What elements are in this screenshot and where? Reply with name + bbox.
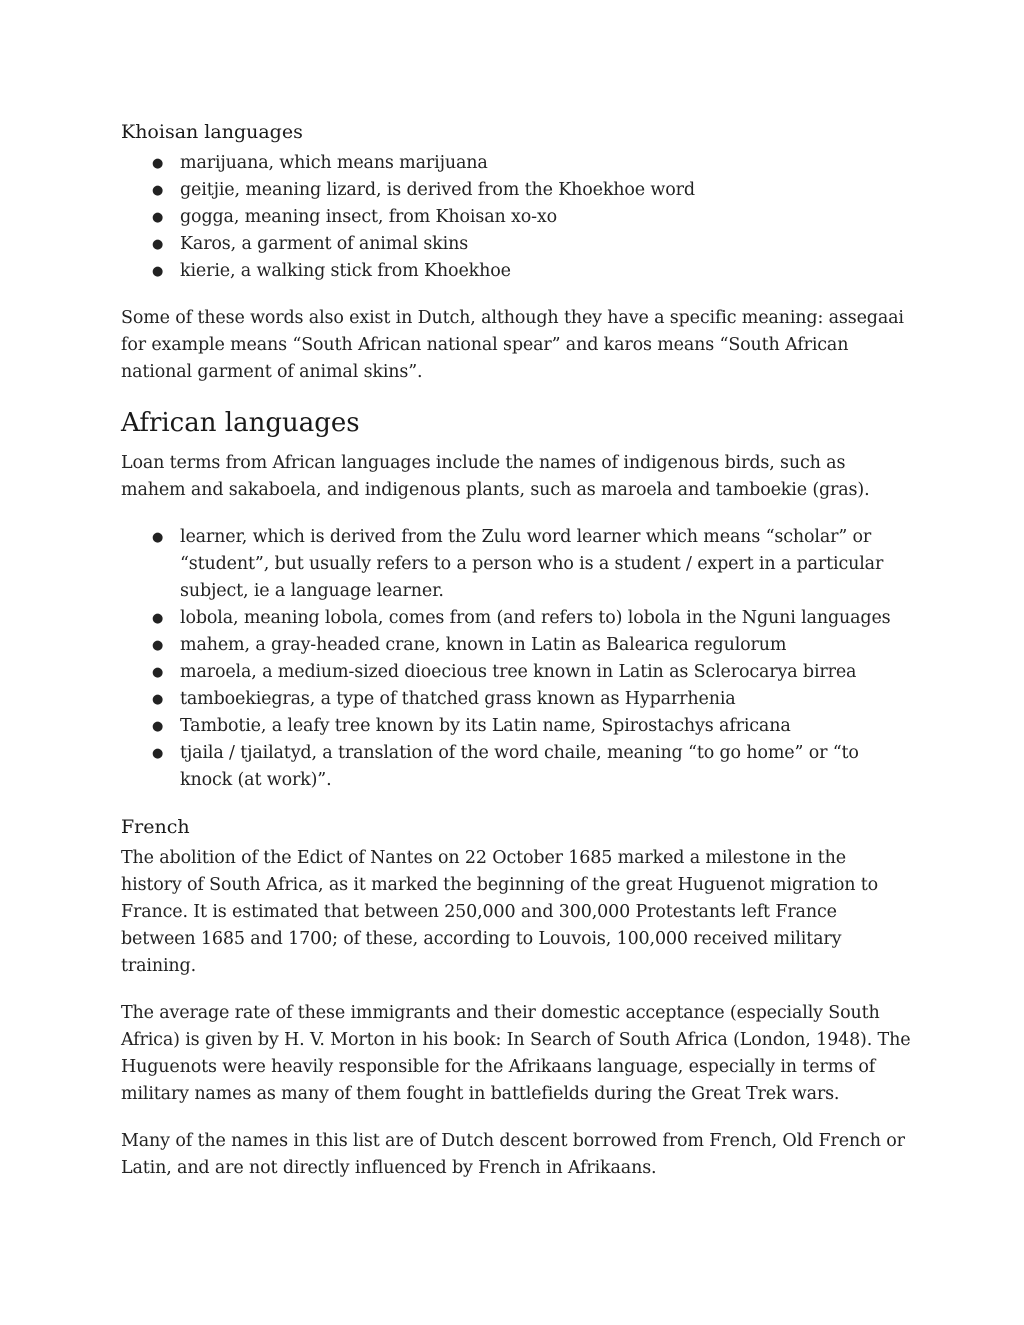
list-item xyxy=(121,740,911,794)
bullet-icon: ● xyxy=(152,183,164,198)
list-item-text: marijuana, which means marijuana xyxy=(180,153,488,173)
french-paragraph-3: Many of the names in this list are of Dutch descent borrowed from French, Old French or Latin, and are not directly influenced by French in Afrikaans. xyxy=(121,1131,905,1178)
list-item xyxy=(121,177,911,204)
list-item xyxy=(121,258,911,285)
african-intro-paragraph: Loan terms from African languages include the names of indigenous birds, such as mahem and sakaboela, and indigenous plants, such as maroela and tamboekie (gras). xyxy=(121,453,870,500)
bullet-icon: ● xyxy=(152,665,164,680)
heading-african-languages: African languages xyxy=(121,408,360,438)
list-item-text: tjaila / tjailatyd, a translation of the word chaile, meaning “to go home” or “to knock (at work)”. xyxy=(180,743,859,790)
african-word-list xyxy=(121,524,911,794)
list-item xyxy=(121,605,911,632)
list-item-text: tamboekiegras, a type of thatched grass known as Hyparrhenia xyxy=(180,689,736,709)
list-item-text: geitjie, meaning lizard, is derived from the Khoekhoe word xyxy=(180,180,695,200)
list-item-text: mahem, a gray-headed crane, known in Latin as Balearica regulorum xyxy=(180,635,787,655)
heading-french: French xyxy=(121,816,190,838)
bullet-icon: ● xyxy=(152,692,164,707)
list-item xyxy=(121,632,911,659)
bullet-icon: ● xyxy=(152,746,164,761)
list-item xyxy=(121,204,911,231)
list-item xyxy=(121,150,911,177)
document-page xyxy=(121,119,911,1202)
bullet-icon: ● xyxy=(152,156,164,171)
list-item-text: gogga, meaning insect, from Khoisan xo-xo xyxy=(180,207,557,227)
french-paragraph-1: The abolition of the Edict of Nantes on 22 October 1685 marked a milestone in the history of South Africa, as it marked the beginning of the great Huguenot migration to France. It is estimated that between 250,000 and 300,000 Protestants left France between 1685 and 1700; of these, according to Louvois, 100,000 received military training. xyxy=(121,848,879,976)
bullet-icon: ● xyxy=(152,719,164,734)
list-item-text: Karos, a garment of animal skins xyxy=(180,234,469,254)
khoisan-paragraph: Some of these words also exist in Dutch, although they have a specific meaning: assegaai for example means “South African national spear” and karos means “South African national garment of animal skins”. xyxy=(121,308,904,382)
bullet-icon: ● xyxy=(152,264,164,279)
list-item xyxy=(121,713,911,740)
list-item-text: lobola, meaning lobola, comes from (and refers to) lobola in the Nguni languages xyxy=(180,608,891,628)
list-item xyxy=(121,686,911,713)
heading-khoisan-languages: Khoisan languages xyxy=(121,121,303,143)
khoisan-word-list xyxy=(121,150,911,285)
list-item-text: maroela, a medium-sized dioecious tree known in Latin as Sclerocarya birrea xyxy=(180,662,857,682)
list-item-text: kierie, a walking stick from Khoekhoe xyxy=(180,261,511,281)
french-paragraph-2: The average rate of these immigrants and their domestic acceptance (especially South Africa) is given by H. V. Morton in his book: In Search of South Africa (London, 1948). The Huguenots were heavily responsible for the Afrikaans language, especially in terms of military names as many of them fought in battlefields during the Great Trek wars. xyxy=(121,1003,911,1104)
list-item-text: learner, which is derived from the Zulu word learner which means “scholar” or “student”, but usually refers to a person who is a student / expert in a particular subject, ie a language learner. xyxy=(180,527,884,601)
list-item xyxy=(121,659,911,686)
list-item xyxy=(121,231,911,258)
list-item-text: Tambotie, a leafy tree known by its Latin name, Spirostachys africana xyxy=(180,716,791,736)
bullet-icon: ● xyxy=(152,237,164,252)
bullet-icon: ● xyxy=(152,530,164,545)
bullet-icon: ● xyxy=(152,638,164,653)
list-item xyxy=(121,524,911,605)
bullet-icon: ● xyxy=(152,611,164,626)
bullet-icon: ● xyxy=(152,210,164,225)
